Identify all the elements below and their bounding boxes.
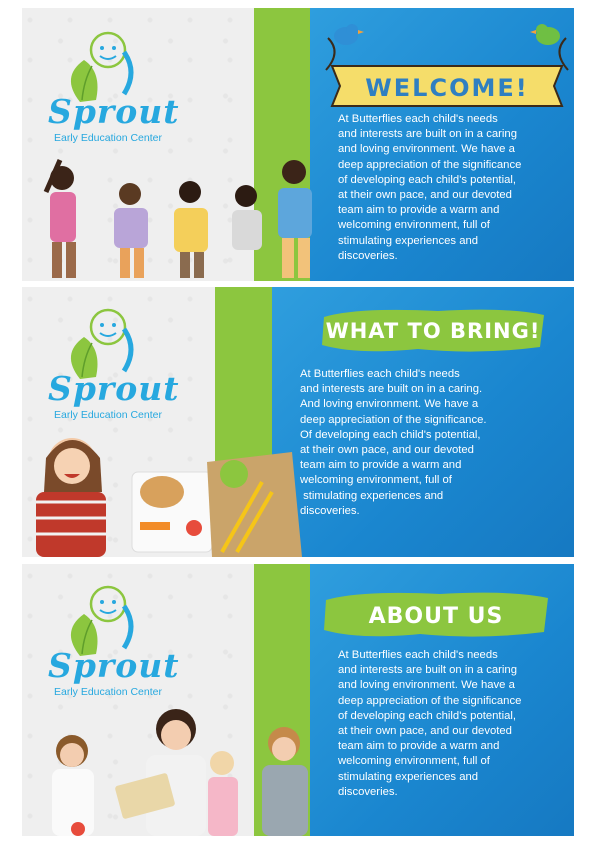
logo-wordmark: Sprout — [48, 369, 180, 408]
welcome-body — [338, 112, 521, 264]
about-us-heading: ABOUT US — [368, 604, 504, 629]
about-us-banner — [320, 586, 552, 642]
body-line: And loving environment. We have a — [300, 398, 479, 411]
sprout-logo — [40, 22, 190, 132]
about-us-body — [338, 648, 521, 800]
what-to-bring-heading: WHAT TO BRING! — [325, 319, 541, 343]
teacher-with-children-image — [22, 699, 322, 836]
body-line: At Butterflies each child's needs — [338, 649, 498, 661]
body-line: deep appreciation of the significance — [338, 158, 522, 171]
logo-wordmark: Sprout — [48, 646, 180, 685]
body-line: welcoming environment, full of — [300, 474, 452, 487]
sprout-logo — [40, 299, 190, 409]
body-line: welcoming environment, full of — [338, 755, 490, 768]
body-line: and loving environment. We have a — [338, 143, 515, 156]
body-line: at their own pace, and our devoted — [300, 444, 474, 457]
welcome-heading: WELCOME! — [365, 74, 529, 102]
body-line: discoveries. — [338, 249, 398, 262]
sprout-logo — [40, 576, 190, 686]
logo-subtitle: Early Education Center — [54, 686, 162, 698]
about-us-panel — [22, 564, 574, 836]
body-line: deep appreciation of the significance — [338, 694, 522, 707]
body-line: team aim to provide a warm and — [338, 204, 500, 217]
logo-wordmark: Sprout — [48, 92, 180, 131]
body-line: At Butterflies each child's needs — [300, 368, 460, 380]
body-line: stimulating experiences and — [338, 770, 479, 783]
body-line: at their own pace, and our devoted — [338, 189, 512, 202]
body-line: Of developing each child's potential, — [300, 428, 481, 441]
body-line: and interests are built on in a caring — [338, 664, 517, 677]
what-to-bring-body — [300, 367, 487, 519]
what-to-bring-banner — [318, 303, 548, 357]
body-line: team aim to provide a warm and — [300, 459, 462, 472]
body-line: stimulating experiences and — [338, 234, 479, 247]
body-line: at their own pace, and our devoted — [338, 725, 512, 738]
body-line: stimulating experiences and — [300, 489, 444, 502]
body-line: discoveries. — [300, 504, 360, 517]
welcome-panel — [22, 8, 574, 281]
body-line: welcoming environment, full of — [338, 219, 490, 232]
logo-subtitle: Early Education Center — [54, 409, 162, 421]
body-line: and interests are built on in a caring. — [300, 383, 483, 396]
body-line: and loving environment. We have a — [338, 679, 515, 692]
body-line: deep appreciation of the significance. — [300, 413, 487, 426]
body-line: of developing each child's potential, — [338, 173, 517, 186]
body-line: discoveries. — [338, 785, 398, 798]
body-line: and interests are built on in a caring — [338, 128, 517, 141]
body-line: At Butterflies each child's needs — [338, 113, 498, 125]
body-line: of developing each child's potential, — [338, 709, 517, 722]
logo-subtitle: Early Education Center — [54, 132, 162, 144]
children-with-backpacks-image — [32, 158, 312, 281]
body-line: team aim to provide a warm and — [338, 740, 500, 753]
what-to-bring-panel — [22, 287, 574, 557]
girl-with-lunch-image — [22, 422, 312, 557]
